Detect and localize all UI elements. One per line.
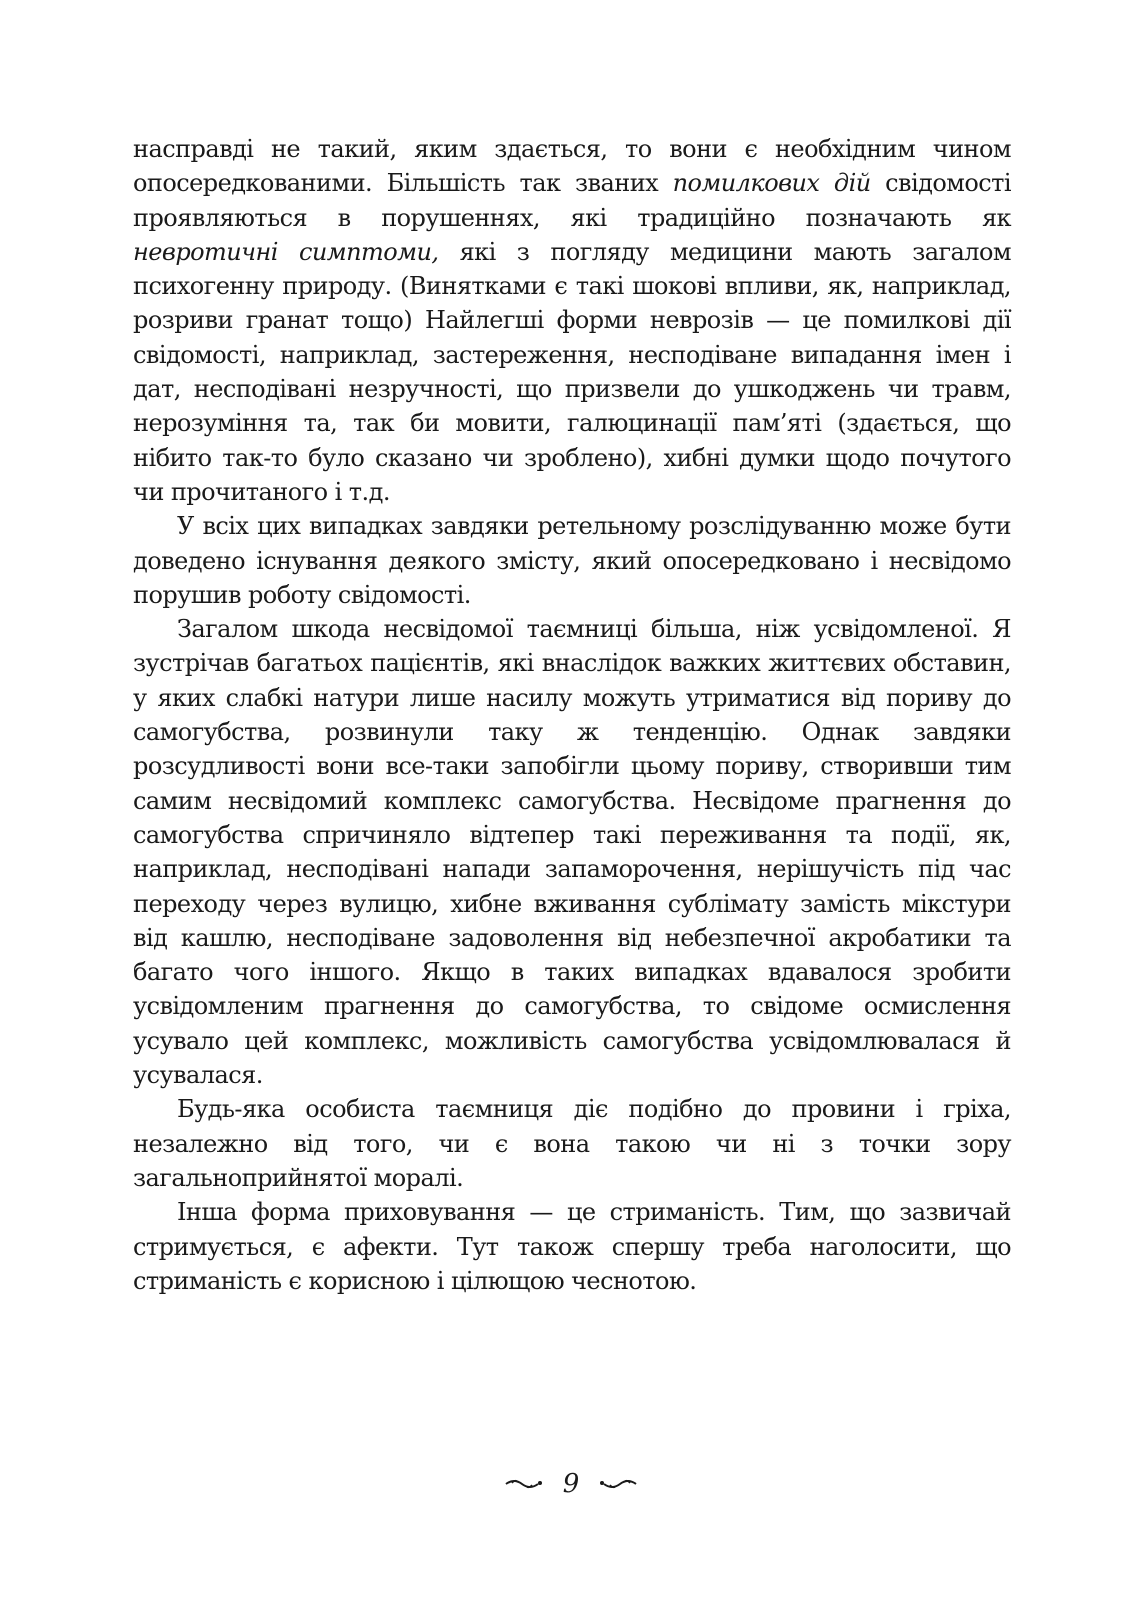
paragraph-4 bbox=[133, 1092, 1011, 1195]
paragraph-1 bbox=[133, 132, 1011, 509]
paragraph-2 bbox=[133, 509, 1011, 612]
leaf-ornament-icon bbox=[504, 1476, 544, 1492]
text-run: Загалом шкода несвідомої таємниці більша, ніж усвідомленої. Я зустрічав багатьох пацієнтів, які внаслідок важких життєвих обставин, у яких слабкі натури лише насилу можуть утриматися від пориву до самогубства, розвинули таку ж тенденцію. Однак завдяки розсудливості вони все-таки запобігли цьому пориву, створивши тим самим несвідомий комплекс самогубства. Несвідоме прагнення до самогубства спричиняло відтепер такі переживання та події, як, наприклад, несподівані напади запаморочення, нерішучість під час переходу через вулицю, хибне вживання сублімату замість мікстури від кашлю, несподіване задоволення від небезпечної акробатики та багато чого іншого. Якщо в таких випадках вдавалося зробити усвідомленим прагнення до самогубства, то свідоме осмислення усувало цей комплекс, можливість самогубства усвідомлювалася й усувалася. bbox=[133, 615, 1011, 1090]
italic-term: помилкових дій bbox=[672, 169, 871, 198]
text-run: Інша форма приховування — це стриманість. Тим, що зазвичай стримується, є афекти. Тут також спершу треба наголосити, що стриманість є корисною і цілющою чеснотою. bbox=[133, 1198, 1011, 1295]
paragraph-3 bbox=[133, 612, 1011, 1092]
text-run: насправді не такий, яким здається, то вони є необхідним чином опосередкованими. Більшість так званих bbox=[133, 135, 1011, 198]
text-run: У всіх цих випадках завдяки ретельному розслідуванню може бути доведено існування деякого змісту, який опосередковано і несвідомо порушив роботу свідомості. bbox=[133, 512, 1011, 609]
page-body bbox=[133, 132, 1011, 1298]
paragraph-5 bbox=[133, 1195, 1011, 1298]
text-run: Будь-яка особиста таємниця діє подібно до провини і гріха, незалежно від того, чи є вона такою чи ні з точки зору загальноприйнятої моралі. bbox=[133, 1095, 1011, 1192]
italic-term: невротичні симптоми, bbox=[133, 237, 439, 266]
text-run: які з погляду медицини мають загалом психогенну природу. (Винятками є такі шокові впливи, як, наприклад, розриви гранат тощо) Найлегші форми неврозів — це помилкові дії свідомості, наприклад, застереження, несподіване випадання імен і дат, несподівані незручності, що призвели до ушкоджень чи травм, нерозуміння та, так би мовити, галюцинації пам’яті (здається, що нібито так-то було сказано чи зроблено), хибні думки щодо почутого чи прочитаного і т.д. bbox=[133, 237, 1012, 506]
page-footer bbox=[0, 1468, 1142, 1499]
page-number: 9 bbox=[562, 1469, 580, 1499]
text-run: свідомості проявляються в порушеннях, які традиційно позначають як bbox=[133, 169, 1011, 232]
leaf-ornament-icon bbox=[598, 1476, 638, 1492]
